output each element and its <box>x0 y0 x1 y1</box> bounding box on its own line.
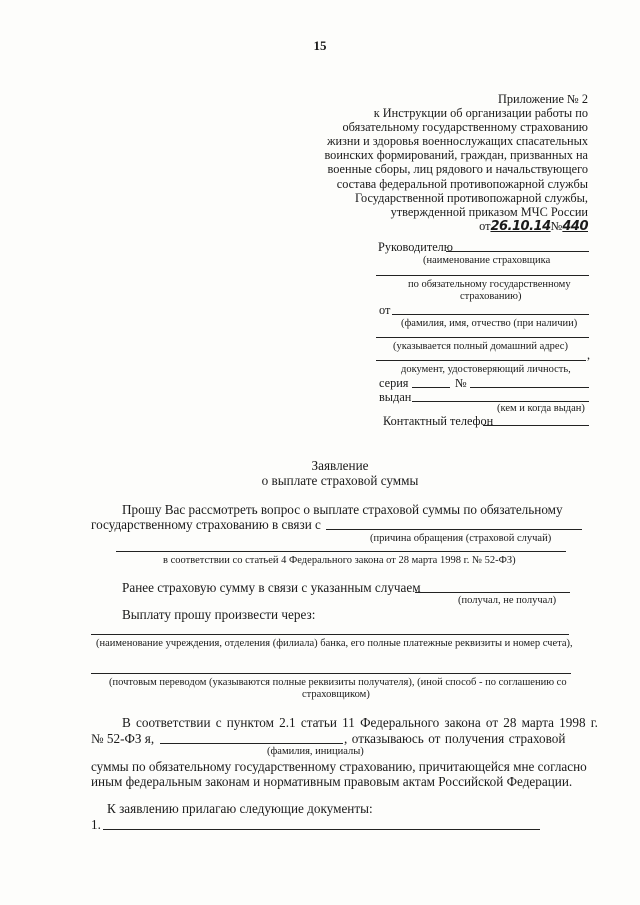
page-number: 15 <box>313 38 327 53</box>
law-caption: в соответствии со статьей 4 Федерального закона от 28 марта 1998 г. № 52-ФЗ) <box>163 555 516 566</box>
order-number-handwritten: 440 <box>562 218 588 234</box>
order-reference <box>288 219 588 234</box>
payment-label: Выплату прошу произвести через: <box>122 607 316 622</box>
series-label: серия <box>379 376 409 390</box>
refusal-line3: суммы по обязательному государственному страхованию, причитающейся мне согласно <box>91 759 587 774</box>
bank-field[interactable] <box>91 634 569 635</box>
refusal-line2-start: № 52-ФЗ я, <box>91 731 155 746</box>
appendix-line: воинских формирований, граждан, призванных на <box>324 148 588 163</box>
request-text-line1: Прошу Вас рассмотреть вопрос о выплате страховой суммы по обязательному <box>122 502 563 517</box>
request-text-line2: государственному страхованию в связи с <box>91 517 321 532</box>
attachment-item-1: 1. <box>91 817 101 832</box>
fio-initials-field[interactable] <box>160 743 343 744</box>
phone-label: Контактный телефон <box>383 414 494 428</box>
insurer-caption-3: страхованию) <box>460 291 522 302</box>
insurer-caption-2: по обязательному государственному <box>408 279 571 290</box>
post-caption-2: страховщиком) <box>302 689 370 700</box>
appendix-line: утвержденной приказом МЧС России <box>390 204 588 219</box>
order-number-prefix: № <box>550 218 563 233</box>
address-line[interactable] <box>376 360 586 361</box>
number-field[interactable] <box>470 387 589 388</box>
fio-initials-caption: (фамилия, инициалы) <box>267 746 364 757</box>
appendix-line: состава федеральной противопожарной службы <box>336 176 588 191</box>
attachments-label: К заявлению прилагаю следующие документы: <box>107 801 373 816</box>
appendix-line: обязательному государственному страхованию <box>342 120 588 135</box>
attachment-field-1[interactable] <box>103 829 540 830</box>
issued-caption: (кем и когда выдан) <box>497 403 585 414</box>
fio-caption: (фамилия, имя, отчество (при наличии) <box>401 318 578 329</box>
appendix-line: военные сборы, лиц рядового и начальствующего <box>327 162 588 177</box>
series-field[interactable] <box>412 387 450 388</box>
insurer-name-line[interactable] <box>446 251 589 252</box>
address-comma: , <box>587 348 591 362</box>
address-caption: (указывается полный домашний адрес) <box>393 341 568 352</box>
order-date-handwritten: 26.10.14 <box>490 218 551 234</box>
earlier-label: Ранее страховую сумму в связи с указанным случаем <box>122 580 421 595</box>
document-subtitle: о выплате страховой суммы <box>261 473 419 488</box>
reason-field-2[interactable] <box>116 551 566 552</box>
document-title: Заявление <box>311 458 369 473</box>
number-label: № <box>455 376 467 390</box>
issued-field[interactable] <box>412 401 589 402</box>
order-prefix: от <box>479 218 491 233</box>
appendix-line: Приложение № 2 <box>497 92 588 106</box>
refusal-line2-end: , отказываюсь от получения страховой <box>344 731 566 746</box>
issued-label: выдан <box>379 390 412 404</box>
post-field[interactable] <box>91 673 571 674</box>
bank-caption: (наименование учреждения, отделения (филиала) банка, его полные платежные реквизиты и номер счета), <box>96 638 573 649</box>
phone-field[interactable] <box>483 425 589 426</box>
reason-field[interactable] <box>326 529 582 530</box>
from-label: от <box>379 303 391 317</box>
insurer-name-line-2[interactable] <box>376 275 589 276</box>
post-caption-1: (почтовым переводом (указываются полные реквизиты получателя), (иной способ - по соглашению со <box>109 677 567 688</box>
appendix-line: Государственной противопожарной службы, <box>355 190 588 205</box>
fio-line[interactable] <box>392 314 589 315</box>
appendix-header <box>288 92 588 234</box>
reason-caption: (причина обращения (страховой случай) <box>370 533 552 544</box>
head-label: Руководителю <box>378 240 453 254</box>
insurer-caption-1: (наименование страховщика <box>423 255 551 266</box>
refusal-line4: иным федеральным законам и нормативным правовым актам Российской Федерации. <box>91 774 573 789</box>
fio-line-2[interactable] <box>376 337 589 338</box>
earlier-caption: (получал, не получал) <box>458 595 557 606</box>
appendix-line: к Инструкции об организации работы по <box>373 106 588 121</box>
earlier-field[interactable] <box>415 592 570 593</box>
id-doc-caption: документ, удостоверяющий личность, <box>401 364 571 375</box>
appendix-line: жизни и здоровья военнослужащих спасательных <box>326 134 588 149</box>
refusal-line1: В соответствии с пунктом 2.1 статьи 11 Федерального закона от 28 марта 1998 г. <box>122 715 598 730</box>
